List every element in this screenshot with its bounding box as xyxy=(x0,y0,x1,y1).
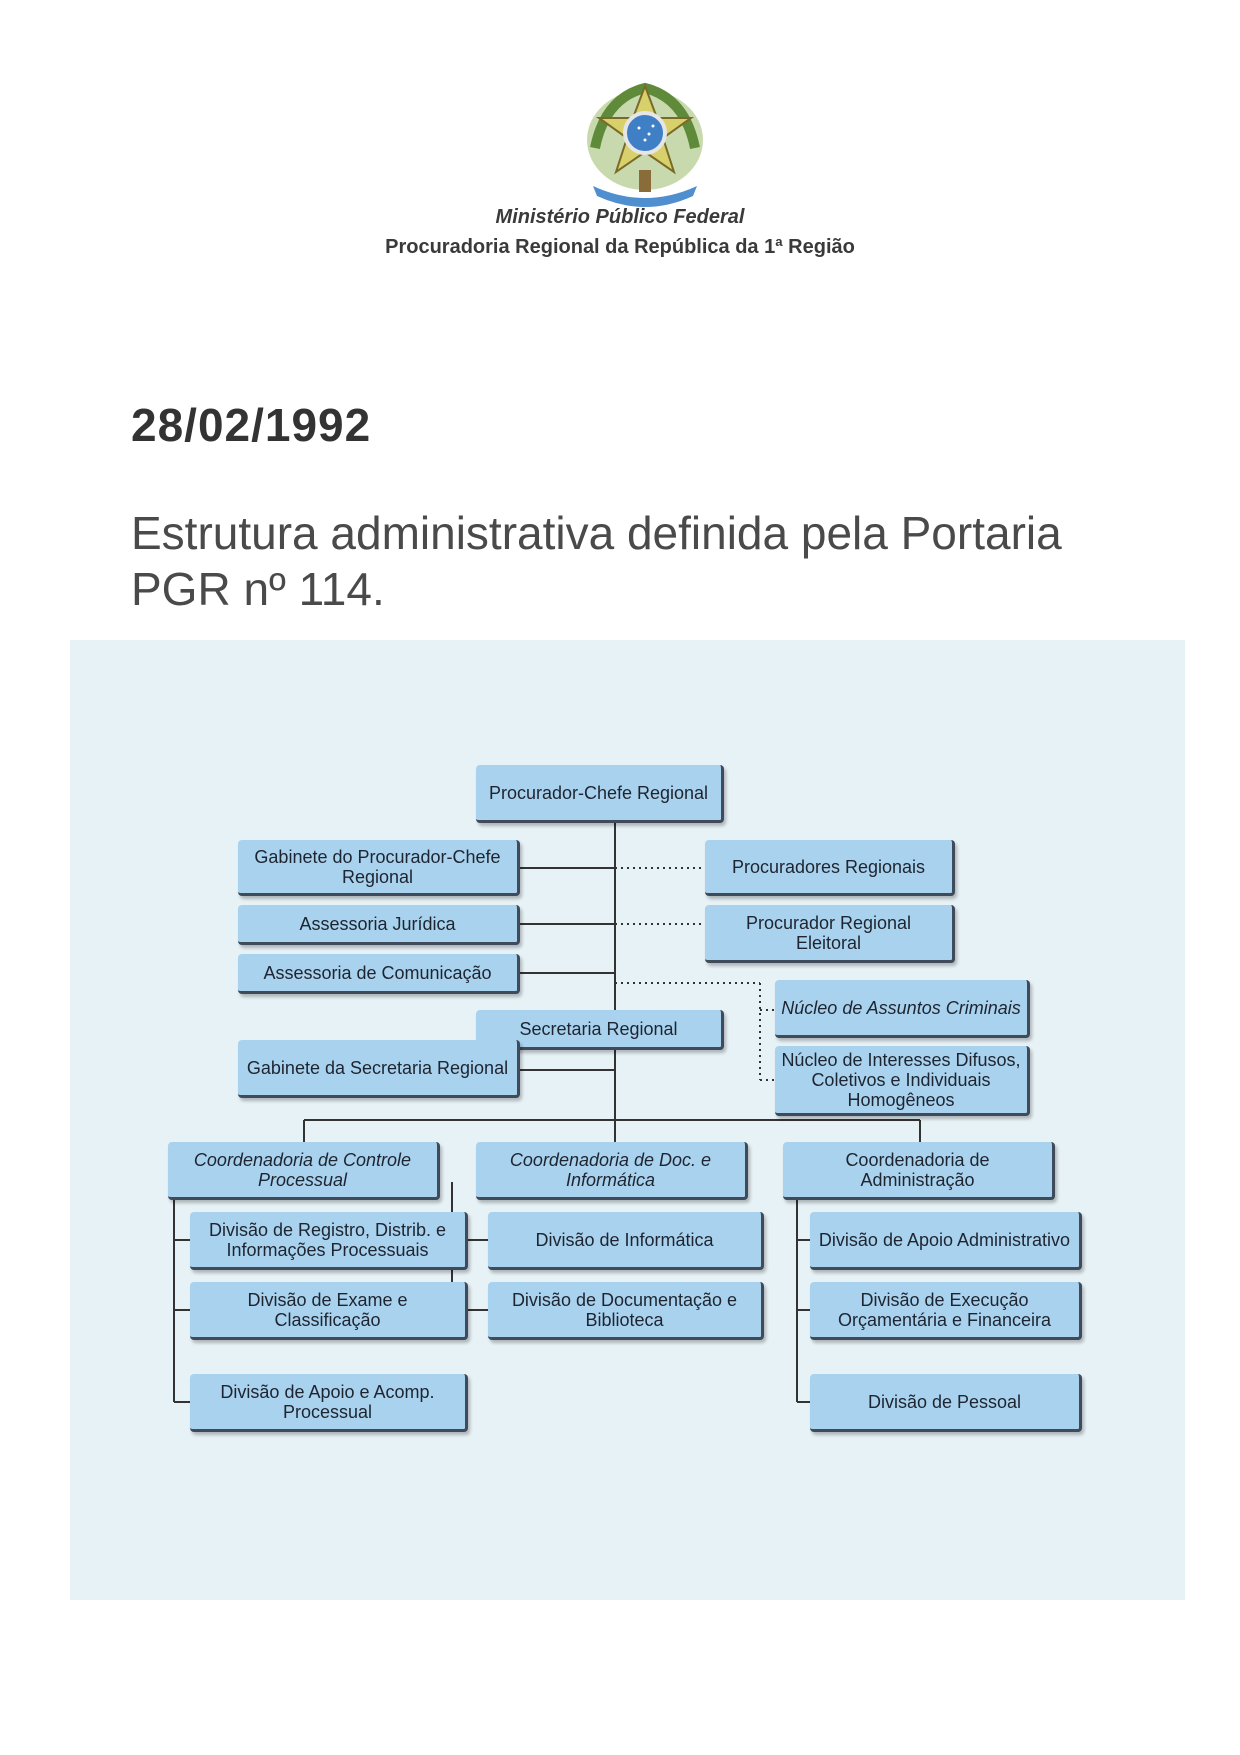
box-assessoria-juridica: Assessoria Jurídica xyxy=(238,905,520,945)
org-name: Ministério Público Federal xyxy=(495,206,745,228)
box-div-informatica: Divisão de Informática xyxy=(488,1212,764,1270)
box-div-apoio-adm: Divisão de Apoio Administrativo xyxy=(810,1212,1082,1270)
box-gabinete-chefe: Gabinete do Procurador-Chefe Regional xyxy=(238,840,520,896)
document-date: 28/02/1992 xyxy=(131,399,372,451)
box-coord-doc: Coordenadoria de Doc. e Informática xyxy=(476,1142,748,1200)
brazil-coat-of-arms-icon xyxy=(575,78,715,208)
box-coord-administracao: Coordenadoria de Administração xyxy=(783,1142,1055,1200)
box-assessoria-comunicacao: Assessoria de Comunicação xyxy=(238,954,520,994)
box-div-apoio-acomp: Divisão de Apoio e Acomp. Processual xyxy=(190,1374,468,1432)
box-secretaria-regional: Secretaria Regional xyxy=(476,1010,724,1050)
org-region: Procuradoria Regional da República da 1ª Região xyxy=(385,236,855,258)
box-gabinete-secretaria: Gabinete da Secretaria Regional xyxy=(238,1040,520,1098)
box-div-exame: Divisão de Exame e Classificação xyxy=(190,1282,468,1340)
document-title: Estrutura administrativa definida pela Portaria PGR nº 114. xyxy=(131,507,1062,615)
box-procurador-chefe: Procurador-Chefe Regional xyxy=(476,765,724,823)
box-div-pessoal: Divisão de Pessoal xyxy=(810,1374,1082,1432)
coat-of-arms-seal xyxy=(575,78,715,208)
box-nucleo-difusos: Núcleo de Interesses Difusos, Coletivos e Individuais Homogêneos xyxy=(775,1046,1030,1116)
box-procurador-eleitoral: Procurador Regional Eleitoral xyxy=(705,905,955,963)
org-chart xyxy=(70,640,1185,1600)
box-div-execucao: Divisão de Execução Orçamentária e Financeira xyxy=(810,1282,1082,1340)
box-div-documentacao: Divisão de Documentação e Biblioteca xyxy=(488,1282,764,1340)
box-div-registro: Divisão de Registro, Distrib. e Informações Processuais xyxy=(190,1212,468,1270)
box-procuradores-regionais: Procuradores Regionais xyxy=(705,840,955,896)
box-nucleo-criminais: Núcleo de Assuntos Criminais xyxy=(775,980,1030,1038)
box-coord-controle: Coordenadoria de Controle Processual xyxy=(168,1142,440,1200)
